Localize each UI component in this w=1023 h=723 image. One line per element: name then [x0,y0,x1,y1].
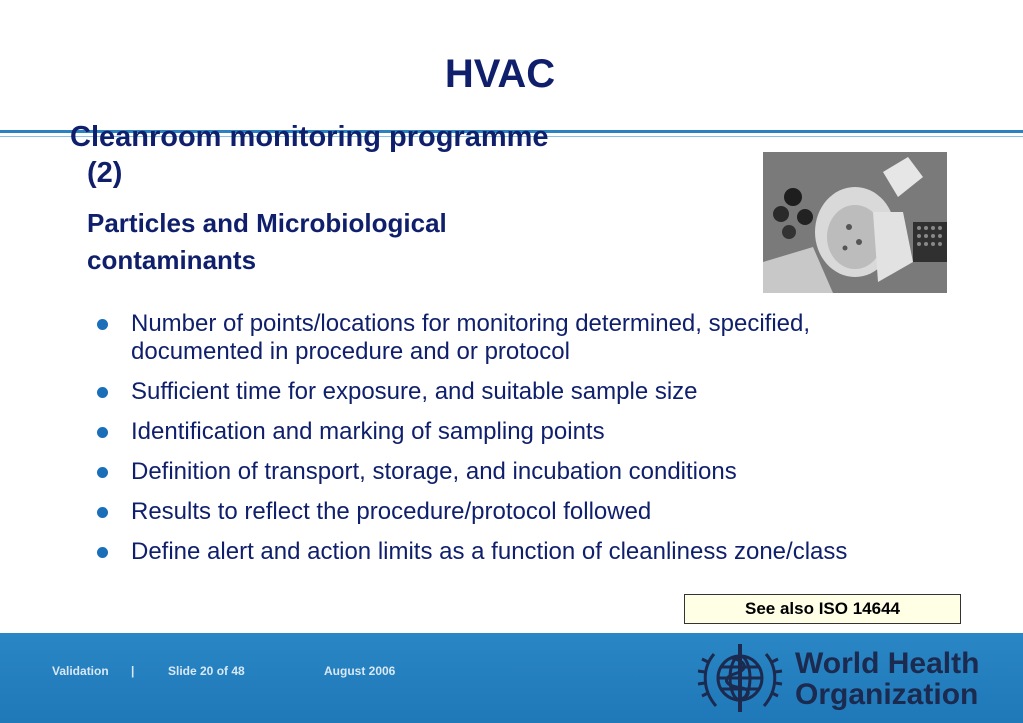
iso-reference-note: See also ISO 14644 [684,594,961,624]
bullet-item [95,378,895,406]
section-heading-line2: contaminants [87,245,257,275]
bullet-icon [97,427,108,438]
bullet-icon [97,547,108,558]
who-emblem-icon [692,640,788,716]
bullet-text: Results to reflect the procedure/protocol followed [131,498,652,525]
who-wordmark-line2: Organization [795,678,979,711]
bullet-list [95,310,895,578]
section-heading-line1: Particles and Microbiological [87,208,447,238]
bullet-icon [97,507,108,518]
lab-photo [763,152,947,293]
bullet-item [95,458,895,486]
bullet-icon [97,467,108,478]
who-wordmark-line1: World Health [795,647,980,680]
bullet-text: Identification and marking of sampling points [131,418,605,445]
footer-section: Validation [52,664,109,678]
footer-separator: | [131,664,135,678]
subtitle-line2: (2) [87,157,123,189]
section-heading [87,205,447,279]
lab-photo-illustration [763,152,947,293]
bullet-text: Define alert and action limits as a function of cleanliness zone/class [131,538,848,565]
bullet-text: Number of points/locations for monitoring determined, specified, documented in procedure and or protocol [131,310,811,365]
slide-title: HVAC [444,52,556,96]
footer-date: August 2006 [324,664,396,678]
bullet-item [95,498,895,526]
footer-slide-number: Slide 20 of 48 [168,664,245,678]
who-wordmark [795,648,979,710]
subtitle-line1: Cleanroom monitoring programme [70,121,549,153]
bullet-text: Sufficient time for exposure, and suitable sample size [131,378,698,405]
bullet-text: Definition of transport, storage, and incubation conditions [131,458,737,485]
bullet-item [95,418,895,446]
bullet-item [95,310,895,366]
bullet-icon [97,319,108,330]
subtitle [70,119,549,191]
bullet-item [95,538,895,566]
bullet-icon [97,387,108,398]
